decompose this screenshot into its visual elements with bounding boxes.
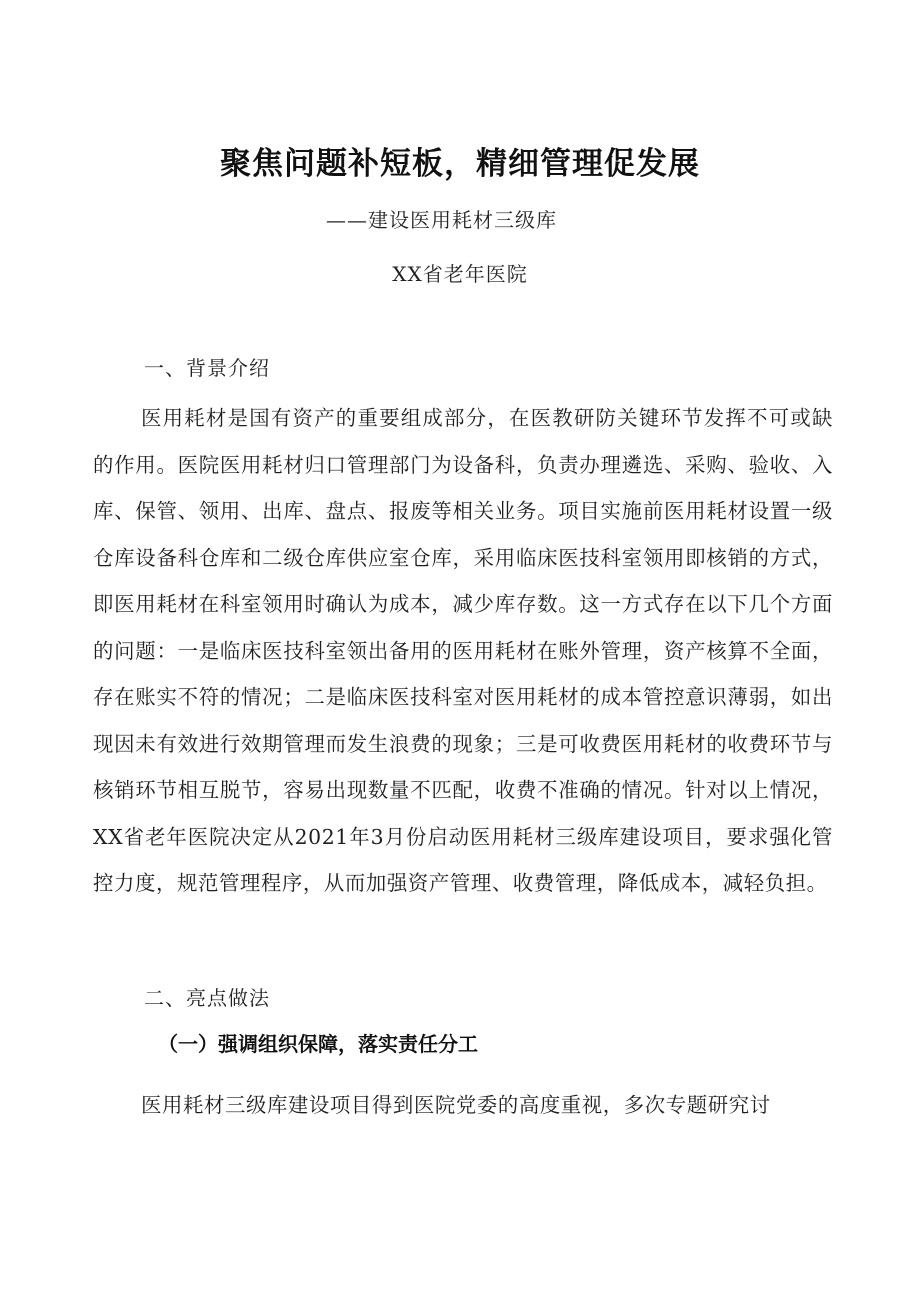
section-heading-background: 一、背景介绍: [144, 356, 270, 380]
subsection-heading-organization: （一）强调组织保障，落实责任分工: [158, 1032, 478, 1056]
organization-name: XX省老年医院: [392, 262, 528, 286]
document-subtitle: ——建设医用耗材三级库: [326, 208, 557, 232]
document-title: 聚焦问题补短板，精细管理促发展: [220, 146, 700, 182]
highlights-paragraph: 医用耗材三级库建设项目得到医院党委的高度重视，多次专题研究讨: [141, 1093, 771, 1117]
section-heading-highlights: 二、亮点做法: [144, 986, 270, 1010]
background-paragraph: 医用耗材是国有资产的重要组成部分，在医教研防关键环节发挥不可或缺的作用。医院医用耗材归口管理部门为设备科，负责办理遴选、采购、验收、入库、保管、领用、出库、盘点、报废等相关业务。项目实施前医用耗材设置一级仓库设备科仓库和二级仓库供应室仓库，采用临床医技科室领用即核销的方式，即医用耗材在科室领用时确认为成本，减少库存数。这一方式存在以下几个方面的问题：一是临床医技科室领出备用的医用耗材在账外管理，资产核算不全面，存在账实不符的情况；二是临床医技科室对医用耗材的成本管控意识薄弱，如出现因未有效进行效期管理而发生浪费的现象；三是可收费医用耗材的收费环节与核销环节相互脱节，容易出现数量不匹配，收费不准确的情况。针对以上情况，XX省老年医院决定从2021年3月份启动医用耗材三级库建设项目，要求强化管控力度，规范管理程序，从而加强资产管理、收费管理，降低成本，减轻负担。: [93, 406, 833, 895]
